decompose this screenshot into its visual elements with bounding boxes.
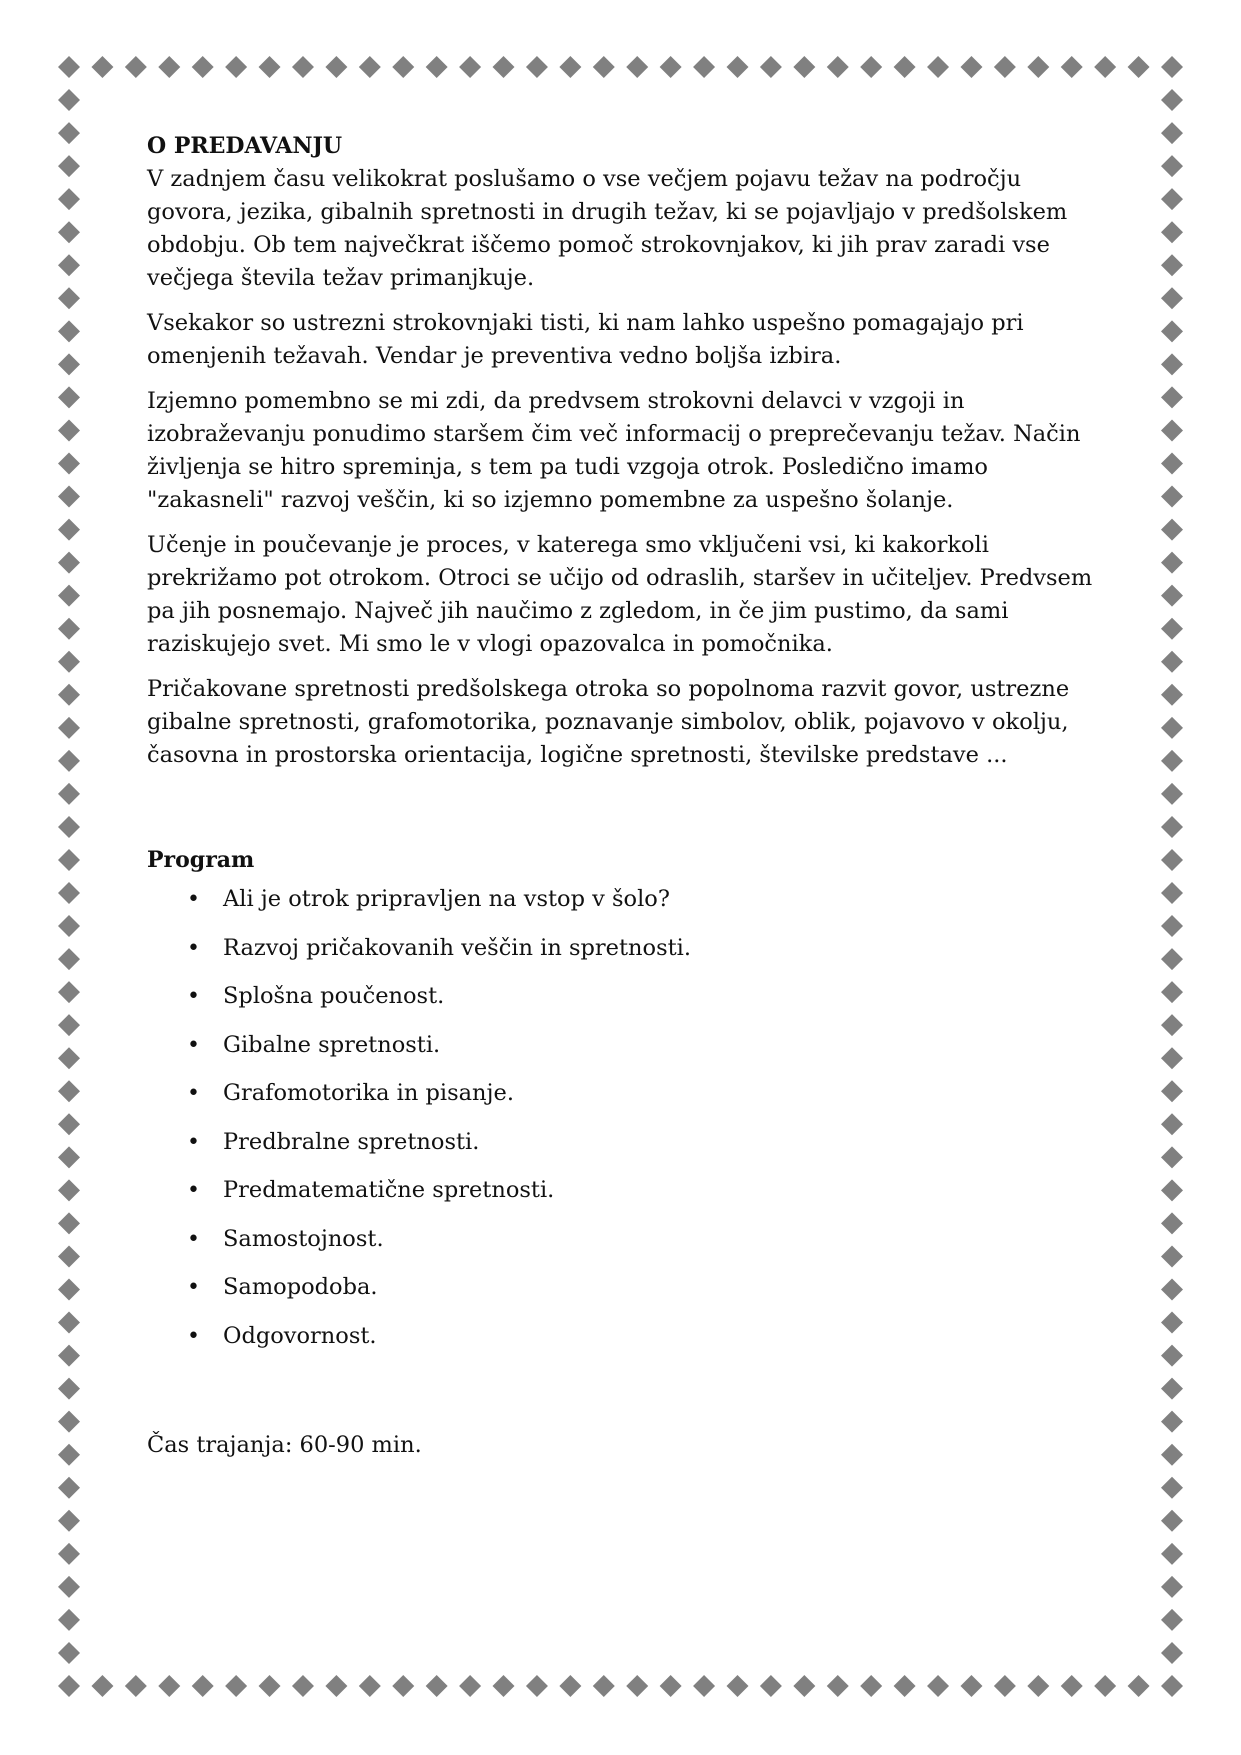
border-diamond-icon <box>58 717 80 739</box>
border-diamond-icon <box>192 56 214 78</box>
program-list-item <box>147 1029 1097 1062</box>
border-diamond-icon <box>325 1675 347 1697</box>
border-diamond-icon <box>1161 1113 1183 1135</box>
border-diamond-icon <box>1161 122 1183 144</box>
border-diamond-icon <box>58 353 80 375</box>
border-diamond-icon <box>1161 89 1183 111</box>
border-diamond-icon <box>58 1444 80 1466</box>
border-diamond-icon <box>58 1014 80 1036</box>
border-diamond-icon <box>58 783 80 805</box>
bullet-icon: • <box>187 1129 200 1155</box>
border-diamond-icon <box>58 122 80 144</box>
program-list-item <box>147 883 1097 916</box>
program-item-text: Grafomotorika in pisanje. <box>223 1080 514 1106</box>
border-diamond-icon <box>58 1642 80 1664</box>
program-list-item <box>147 1271 1097 1304</box>
border-diamond-icon <box>259 1675 281 1697</box>
border-diamond-icon <box>860 56 882 78</box>
border-diamond-icon <box>526 56 548 78</box>
border-diamond-icon <box>1161 1576 1183 1598</box>
border-diamond-icon <box>58 1543 80 1565</box>
intro-paragraph-3: Izjemno pomembno se mi zdi, da predvsem strokovni delavci v vzgoji in izobraževanju ponudimo staršem čim več informacij o preprečevanju težav. Način življenja se hitro spreminja, s tem pa tudi vzgoja otrok. Posledično imamo "zakasneli" razvoj veščin, ki so izjemno pomembne za uspešno šolanje. <box>147 388 1081 513</box>
border-diamond-icon <box>1161 1312 1183 1334</box>
intro-paragraph-2: Vsekakor so ustrezni strokovnjaki tisti, ki nam lahko uspešno pomagajajo pri omenjenih težavah. Vendar je preventiva vedno boljša izbira. <box>147 310 1024 369</box>
border-diamond-icon <box>1161 1477 1183 1499</box>
border-diamond-icon <box>58 1345 80 1367</box>
border-diamond-icon <box>58 618 80 640</box>
section-heading-o-predavanju: O PREDAVANJU <box>147 133 343 159</box>
border-diamond-icon <box>1061 56 1083 78</box>
program-item-text: Odgovornost. <box>223 1322 377 1349</box>
border-diamond-icon <box>58 519 80 541</box>
border-diamond-icon <box>58 1510 80 1532</box>
border-diamond-icon <box>58 1576 80 1598</box>
border-diamond-icon <box>1161 1510 1183 1532</box>
border-diamond-icon <box>58 1411 80 1433</box>
program-list <box>147 883 1097 1353</box>
border-diamond-icon <box>58 1212 80 1234</box>
border-diamond-icon <box>58 155 80 177</box>
border-diamond-icon <box>1161 519 1183 541</box>
border-diamond-icon <box>559 56 581 78</box>
border-diamond-icon <box>1128 1675 1150 1697</box>
border-diamond-icon <box>91 1675 113 1697</box>
border-diamond-icon <box>1161 981 1183 1003</box>
border-diamond-icon <box>58 221 80 243</box>
border-diamond-icon <box>325 56 347 78</box>
program-heading: Program <box>147 847 255 873</box>
border-diamond-icon <box>1161 1047 1183 1069</box>
duration-text: Čas trajanja: 60-90 min. <box>147 1431 422 1458</box>
border-diamond-icon <box>158 56 180 78</box>
border-diamond-icon <box>1061 1675 1083 1697</box>
border-diamond-icon <box>58 1146 80 1168</box>
border-diamond-icon <box>125 56 147 78</box>
border-diamond-icon <box>493 56 515 78</box>
border-diamond-icon <box>58 419 80 441</box>
border-diamond-icon <box>1161 188 1183 210</box>
border-diamond-icon <box>1128 56 1150 78</box>
border-diamond-icon <box>1161 1212 1183 1234</box>
document-page <box>147 130 1097 1462</box>
border-diamond-icon <box>58 1245 80 1267</box>
border-diamond-icon <box>225 1675 247 1697</box>
border-diamond-icon <box>1161 750 1183 772</box>
border-diamond-icon <box>58 981 80 1003</box>
border-diamond-icon <box>58 254 80 276</box>
bullet-icon: • <box>187 1081 200 1106</box>
border-diamond-icon <box>58 56 80 78</box>
program-item-text: Razvoj pričakovanih veščin in spretnosti. <box>223 934 692 961</box>
border-diamond-icon <box>1161 1080 1183 1102</box>
border-diamond-icon <box>58 915 80 937</box>
border-diamond-icon <box>1161 1543 1183 1565</box>
border-diamond-icon <box>58 1080 80 1102</box>
border-diamond-icon <box>960 56 982 78</box>
border-diamond-icon <box>1161 452 1183 474</box>
program-list-item <box>147 1126 1097 1159</box>
border-diamond-icon <box>927 1675 949 1697</box>
program-list-item <box>147 932 1097 965</box>
border-diamond-icon <box>1161 1146 1183 1168</box>
border-diamond-icon <box>58 1113 80 1135</box>
border-diamond-icon <box>58 1047 80 1069</box>
border-diamond-icon <box>58 1378 80 1400</box>
border-diamond-icon <box>593 56 615 78</box>
border-diamond-icon <box>58 386 80 408</box>
border-diamond-icon <box>626 56 648 78</box>
border-diamond-icon <box>1161 552 1183 574</box>
border-diamond-icon <box>58 89 80 111</box>
border-diamond-icon <box>1161 486 1183 508</box>
border-diamond-icon <box>1027 1675 1049 1697</box>
border-diamond-icon <box>994 1675 1016 1697</box>
border-diamond-icon <box>1161 287 1183 309</box>
border-diamond-icon <box>225 56 247 78</box>
border-diamond-icon <box>1161 320 1183 342</box>
border-diamond-icon <box>1161 1245 1183 1267</box>
border-diamond-icon <box>426 56 448 78</box>
border-diamond-icon <box>1161 1444 1183 1466</box>
intro-paragraph-1: V zadnjem času velikokrat poslušamo o vse večjem pojavu težav na področju govora, jezika, gibalnih spretnosti in drugih težav, ki se pojavljajo v predšolskem obdobju. Ob tem največkrat iščemo pomoč strokovnjakov, ki jih prav zaradi vse večjega števila težav primanjkuje. <box>147 166 1068 291</box>
bullet-icon: • <box>187 887 200 912</box>
bullet-icon: • <box>187 984 200 1009</box>
border-diamond-icon <box>58 486 80 508</box>
border-diamond-icon <box>1161 585 1183 607</box>
border-diamond-icon <box>58 1312 80 1334</box>
border-diamond-icon <box>894 1675 916 1697</box>
border-diamond-icon <box>1161 717 1183 739</box>
border-diamond-icon <box>58 1675 80 1697</box>
border-diamond-icon <box>426 1675 448 1697</box>
border-diamond-icon <box>58 452 80 474</box>
border-diamond-icon <box>593 1675 615 1697</box>
program-list-item <box>147 1077 1097 1110</box>
border-diamond-icon <box>359 1675 381 1697</box>
border-diamond-icon <box>660 1675 682 1697</box>
border-diamond-icon <box>58 750 80 772</box>
bullet-icon: • <box>187 935 200 961</box>
border-diamond-icon <box>526 1675 548 1697</box>
border-diamond-icon <box>58 1609 80 1631</box>
border-diamond-icon <box>1161 1642 1183 1664</box>
border-diamond-icon <box>259 56 281 78</box>
border-diamond-icon <box>58 1477 80 1499</box>
border-diamond-icon <box>626 1675 648 1697</box>
border-diamond-icon <box>760 1675 782 1697</box>
border-diamond-icon <box>1161 419 1183 441</box>
border-diamond-icon <box>58 684 80 706</box>
border-diamond-icon <box>994 56 1016 78</box>
program-item-text: Samopodoba. <box>223 1274 378 1300</box>
border-diamond-icon <box>459 1675 481 1697</box>
program-list-item <box>147 1174 1097 1207</box>
border-diamond-icon <box>58 320 80 342</box>
border-diamond-icon <box>827 1675 849 1697</box>
border-diamond-icon <box>459 56 481 78</box>
border-diamond-icon <box>827 56 849 78</box>
border-diamond-icon <box>392 56 414 78</box>
program-list-item <box>147 1320 1097 1353</box>
bullet-icon: • <box>187 1275 200 1300</box>
border-diamond-icon <box>1161 56 1183 78</box>
border-diamond-icon <box>292 56 314 78</box>
border-diamond-icon <box>58 188 80 210</box>
bullet-icon: • <box>187 1032 200 1058</box>
program-item-text: Ali je otrok pripravljen na vstop v šolo? <box>223 886 670 912</box>
border-diamond-icon <box>125 1675 147 1697</box>
border-diamond-icon <box>192 1675 214 1697</box>
border-diamond-icon <box>1094 1675 1116 1697</box>
border-diamond-icon <box>1161 1675 1183 1697</box>
border-diamond-icon <box>1161 1179 1183 1201</box>
border-diamond-icon <box>1161 915 1183 937</box>
border-diamond-icon <box>359 56 381 78</box>
program-list-item <box>147 1223 1097 1256</box>
border-diamond-icon <box>927 56 949 78</box>
program-item-text: Predbralne spretnosti. <box>223 1128 480 1155</box>
border-diamond-icon <box>58 287 80 309</box>
border-diamond-icon <box>793 1675 815 1697</box>
border-diamond-icon <box>693 56 715 78</box>
border-diamond-icon <box>493 1675 515 1697</box>
border-diamond-icon <box>559 1675 581 1697</box>
border-diamond-icon <box>660 56 682 78</box>
border-diamond-icon <box>1161 386 1183 408</box>
border-diamond-icon <box>726 1675 748 1697</box>
intro-paragraph-5: Pričakovane spretnosti predšolskega otroka so popolnoma razvit govor, ustrezne gibalne spretnosti, grafomotorika, poznavanje simbolov, oblik, pojavovo v okolju, časovna in prostorska orientacija, logične spretnosti, številske predstave ... <box>147 676 1070 768</box>
border-diamond-icon <box>158 1675 180 1697</box>
bullet-icon: • <box>187 1226 200 1252</box>
border-diamond-icon <box>960 1675 982 1697</box>
border-diamond-icon <box>91 56 113 78</box>
border-diamond-icon <box>793 56 815 78</box>
border-diamond-icon <box>58 651 80 673</box>
border-diamond-icon <box>58 1279 80 1301</box>
border-diamond-icon <box>1161 1609 1183 1631</box>
border-diamond-icon <box>726 56 748 78</box>
border-diamond-icon <box>1161 684 1183 706</box>
border-diamond-icon <box>894 56 916 78</box>
bullet-icon: • <box>187 1323 200 1349</box>
program-item-text: Predmatematične spretnosti. <box>223 1177 555 1203</box>
border-diamond-icon <box>58 849 80 871</box>
border-diamond-icon <box>1161 948 1183 970</box>
border-diamond-icon <box>1161 618 1183 640</box>
border-diamond-icon <box>1161 353 1183 375</box>
border-diamond-icon <box>292 1675 314 1697</box>
border-diamond-icon <box>1161 1345 1183 1367</box>
border-diamond-icon <box>58 882 80 904</box>
program-list-item <box>147 980 1097 1013</box>
border-diamond-icon <box>392 1675 414 1697</box>
border-diamond-icon <box>1161 816 1183 838</box>
border-diamond-icon <box>1161 1014 1183 1036</box>
border-diamond-icon <box>58 1179 80 1201</box>
border-diamond-icon <box>1161 651 1183 673</box>
border-diamond-icon <box>1161 221 1183 243</box>
border-diamond-icon <box>693 1675 715 1697</box>
border-diamond-icon <box>1027 56 1049 78</box>
border-diamond-icon <box>1094 56 1116 78</box>
border-diamond-icon <box>760 56 782 78</box>
border-diamond-icon <box>1161 1279 1183 1301</box>
border-diamond-icon <box>58 816 80 838</box>
border-diamond-icon <box>58 585 80 607</box>
border-diamond-icon <box>58 552 80 574</box>
border-diamond-icon <box>1161 155 1183 177</box>
border-diamond-icon <box>1161 783 1183 805</box>
program-item-text: Splošna poučenost. <box>223 983 445 1009</box>
border-diamond-icon <box>1161 254 1183 276</box>
border-diamond-icon <box>1161 1411 1183 1433</box>
border-diamond-icon <box>1161 882 1183 904</box>
program-item-text: Gibalne spretnosti. <box>223 1031 441 1058</box>
intro-paragraph-4: Učenje in poučevanje je proces, v katerega smo vključeni vsi, ki kakorkoli prekrižamo pot otrokom. Otroci se učijo od odraslih, staršev in učiteljev. Predvsem pa jih posnemajo. Največ jih naučimo z zgledom, in če jim pustimo, da sami raziskujejo svet. Mi smo le v vlogi opazovalca in pomočnika. <box>147 532 1093 657</box>
border-diamond-icon <box>58 948 80 970</box>
border-diamond-icon <box>860 1675 882 1697</box>
border-diamond-icon <box>1161 849 1183 871</box>
border-diamond-icon <box>1161 1378 1183 1400</box>
bullet-icon: • <box>187 1178 200 1203</box>
program-item-text: Samostojnost. <box>223 1225 384 1252</box>
